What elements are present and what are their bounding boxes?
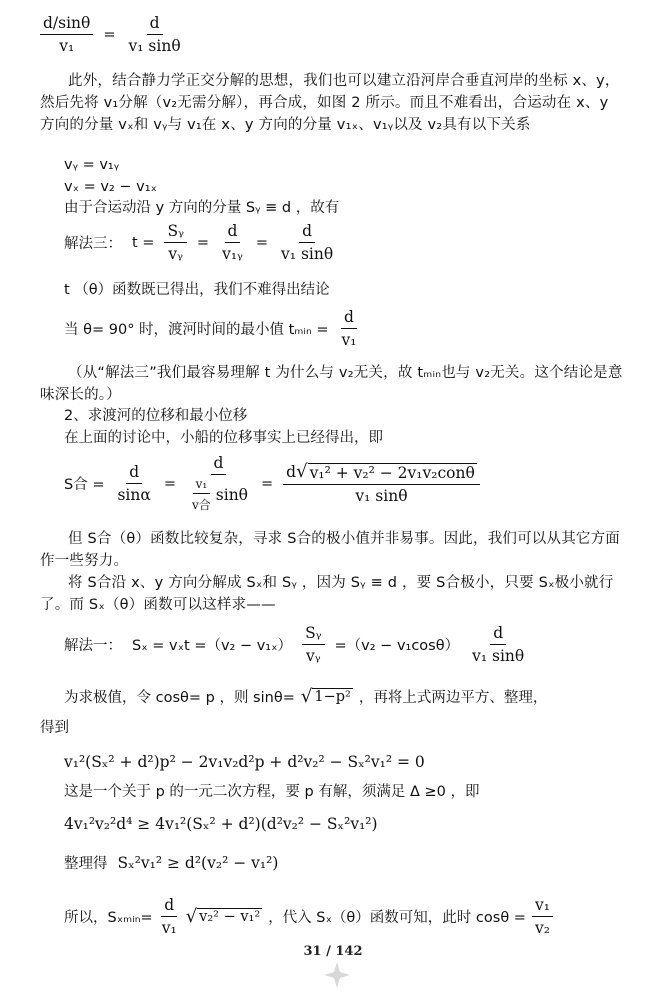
section-heading: 2、求渡河的位移和最小位移 [64, 408, 248, 424]
square-root: √ v₁² + v₂² − 2v₁v₂conθ [296, 460, 475, 482]
page-number: 31 / 142 [303, 944, 363, 959]
paragraph-remark: （从“解法三”我们最容易理解 t 为什么与 v₂无关，故 tₘᵢₙ也与 v₂无关。这个结论是意味深长的。） [40, 365, 623, 403]
minimum-displacement: 所以，Sₓₘᵢₙ= $\frac{d}{\text{v₁}}$ √ v₂² − v₁² ，代入 Sₓ（θ）函数可知，此时 cosθ = $\frac{\text{v₁}}{\text{v₂}}$ [64, 896, 553, 937]
square-root: √ v₂² − v₁² [185, 905, 261, 927]
minimum-time: 当 θ= 90° 时，渡河时间的最小值 tₘᵢₙ = $\frac{d}{\text{v₁}}$ [64, 308, 357, 349]
solution-three: 解法三： t = $\frac{\text{Sᵧ}}{\text{vᵧ}}$ = $\frac{d}{\text{v₁ᵧ}}$ = $\frac{d}{\text{v₁ sinθ}}$ [64, 222, 334, 263]
quadratic-equation: v₁²(Sₓ² + d²)p² − 2v₁v₂d²p + d²v₂² − Sₓ²v₁² = 0 [64, 753, 425, 771]
paragraph-conclusion: t （θ）函数既已得出，我们不难得出结论 [64, 282, 330, 298]
paragraph-decomposition: 此外，结合静力学正交分解的思想，我们也可以建立沿河岸合垂直河岸的坐标 x、y，然后先将 v₁分解（v₂无需分解），再合成，如图 2 所示。而且不难看出，合运动在 x、y 方向的分量 vₓ和 vᵧ与 v₁在 x、y 方向的分量 v₁ₓ、v₁ᵧ以及 v₂具有以下关系 [40, 73, 620, 133]
displacement-equation: S合 = $\frac{d}{\sin\alpha}$ = d $\frac{\text{v₁}}{\text{v合}}$ sinθ = d √ v₁² + v₂² − 2v₁v₂conθ v₁ sinθ [64, 454, 480, 513]
fraction: $\frac{d}{\text{v₁ sinθ}}$ [128, 14, 181, 55]
paragraph-complexity: 但 S合（θ）函数比较复杂，寻求 S合的极小值并非易事。因此，我们可以从其它方面作一些努力。 [40, 531, 620, 569]
top-equation: $\frac{d/\sin\theta}{\text{v₁}}$ = $\frac{d}{\text{v₁ sinθ}}$ [40, 14, 184, 55]
paragraph-discriminant: 这是一个关于 p 的一元二次方程，要 p 有解，须满足 Δ ≥0 ，即 [64, 784, 480, 800]
fraction: $\frac{d/\sin\theta}{\text{v₁}}$ [40, 14, 93, 55]
paragraph-split: 将 S合沿 x、y 方向分解成 Sₓ和 Sᵧ ，因为 Sᵧ ≡ d ，要 S合极小，只要 Sₓ极小就行了。而 Sₓ（θ）函数可以这样求—— [40, 575, 614, 613]
paragraph-substitution: 为求极值，令 cosθ= p ，则 sinθ= √ 1−p² ，再将上式两边平方、整理， [64, 685, 548, 707]
simplified-inequality: 整理得 Sₓ²v₁² ≥ d²(v₂² − v₁²) [64, 853, 279, 872]
solution-one: 解法一： Sₓ = vₓt =（v₂ − v₁ₓ） $\frac{\text{Sᵧ}}{\text{vᵧ}}$ =（v₂ − v₁cosθ） $\frac{d}{\text{v₁ sinθ}}$ [64, 624, 525, 665]
relation-vy: vᵧ = v₁ᵧ [64, 157, 120, 173]
square-root: √ 1−p² [300, 685, 351, 707]
inequality-equation: 4v₁²v₂²d⁴ ≥ 4v₁²(Sₓ² + d²)(d²v₂² − Sₓ²v₁²) [64, 815, 378, 833]
paragraph-displacement: 在上面的讨论中，小船的位移事实上已经得出，即 [64, 430, 383, 446]
relation-vx: vₓ = v₂ − v₁ₓ [64, 179, 157, 195]
paragraph-sy: 由于合运动沿 y 方向的分量 Sᵧ ≡ d ，故有 [64, 200, 340, 216]
sparkle-watermark-icon [322, 960, 352, 990]
paragraph-get: 得到 [40, 720, 69, 736]
